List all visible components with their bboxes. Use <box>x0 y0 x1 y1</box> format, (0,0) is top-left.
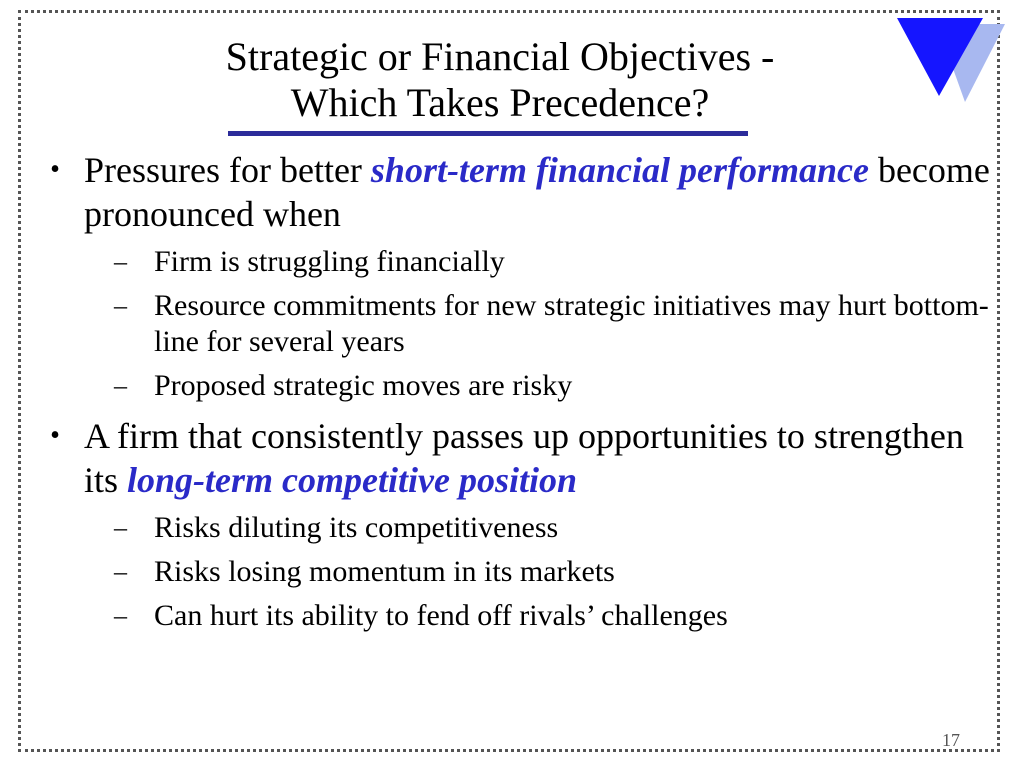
title-line-2: Which Takes Precedence? <box>290 80 710 125</box>
bullet-emphasis: long-term competitive position <box>127 460 577 500</box>
sub-item <box>40 598 990 634</box>
bullet-text: Pressures for better <box>84 150 371 190</box>
sub-item <box>40 244 990 280</box>
title-line-1: Strategic or Financial Objectives - <box>225 34 775 79</box>
sub-item-text: Can hurt its ability to fend off rivals’ challenges <box>154 599 728 632</box>
sub-item <box>40 288 990 360</box>
dash-marker: – <box>114 557 127 586</box>
bullet-list <box>40 148 990 634</box>
sub-item-text: Risks diluting its competitiveness <box>154 511 559 544</box>
sub-item-text: Proposed strategic moves are risky <box>154 369 573 402</box>
sub-item <box>40 368 990 404</box>
bullet-item-1 <box>40 148 990 236</box>
spacer <box>40 404 990 414</box>
bullet-text: A firm that consistently passes up opportunities to strengthen its <box>84 416 964 500</box>
bullet-marker: • <box>50 420 60 451</box>
dash-marker: – <box>114 291 127 320</box>
sub-item-text: Resource commitments for new strategic initiatives may hurt bottom-line for several years <box>154 289 989 358</box>
slide-title <box>60 34 940 126</box>
title-underline <box>228 131 748 136</box>
dash-marker: – <box>114 247 127 276</box>
sub-item <box>40 554 990 590</box>
bullet-text-after: become pronounced when <box>84 150 990 234</box>
bullet-emphasis: short-term financial performance <box>370 150 869 190</box>
page-number: 17 <box>942 730 960 750</box>
bullet-marker: • <box>50 154 60 185</box>
sub-item-text: Risks losing momentum in its markets <box>154 555 615 588</box>
dash-marker: – <box>114 371 127 400</box>
dash-marker: – <box>114 513 127 542</box>
bullet-item-2 <box>40 414 990 502</box>
sub-item <box>40 510 990 546</box>
sub-item-text: Firm is struggling financially <box>154 245 505 278</box>
dash-marker: – <box>114 601 127 630</box>
